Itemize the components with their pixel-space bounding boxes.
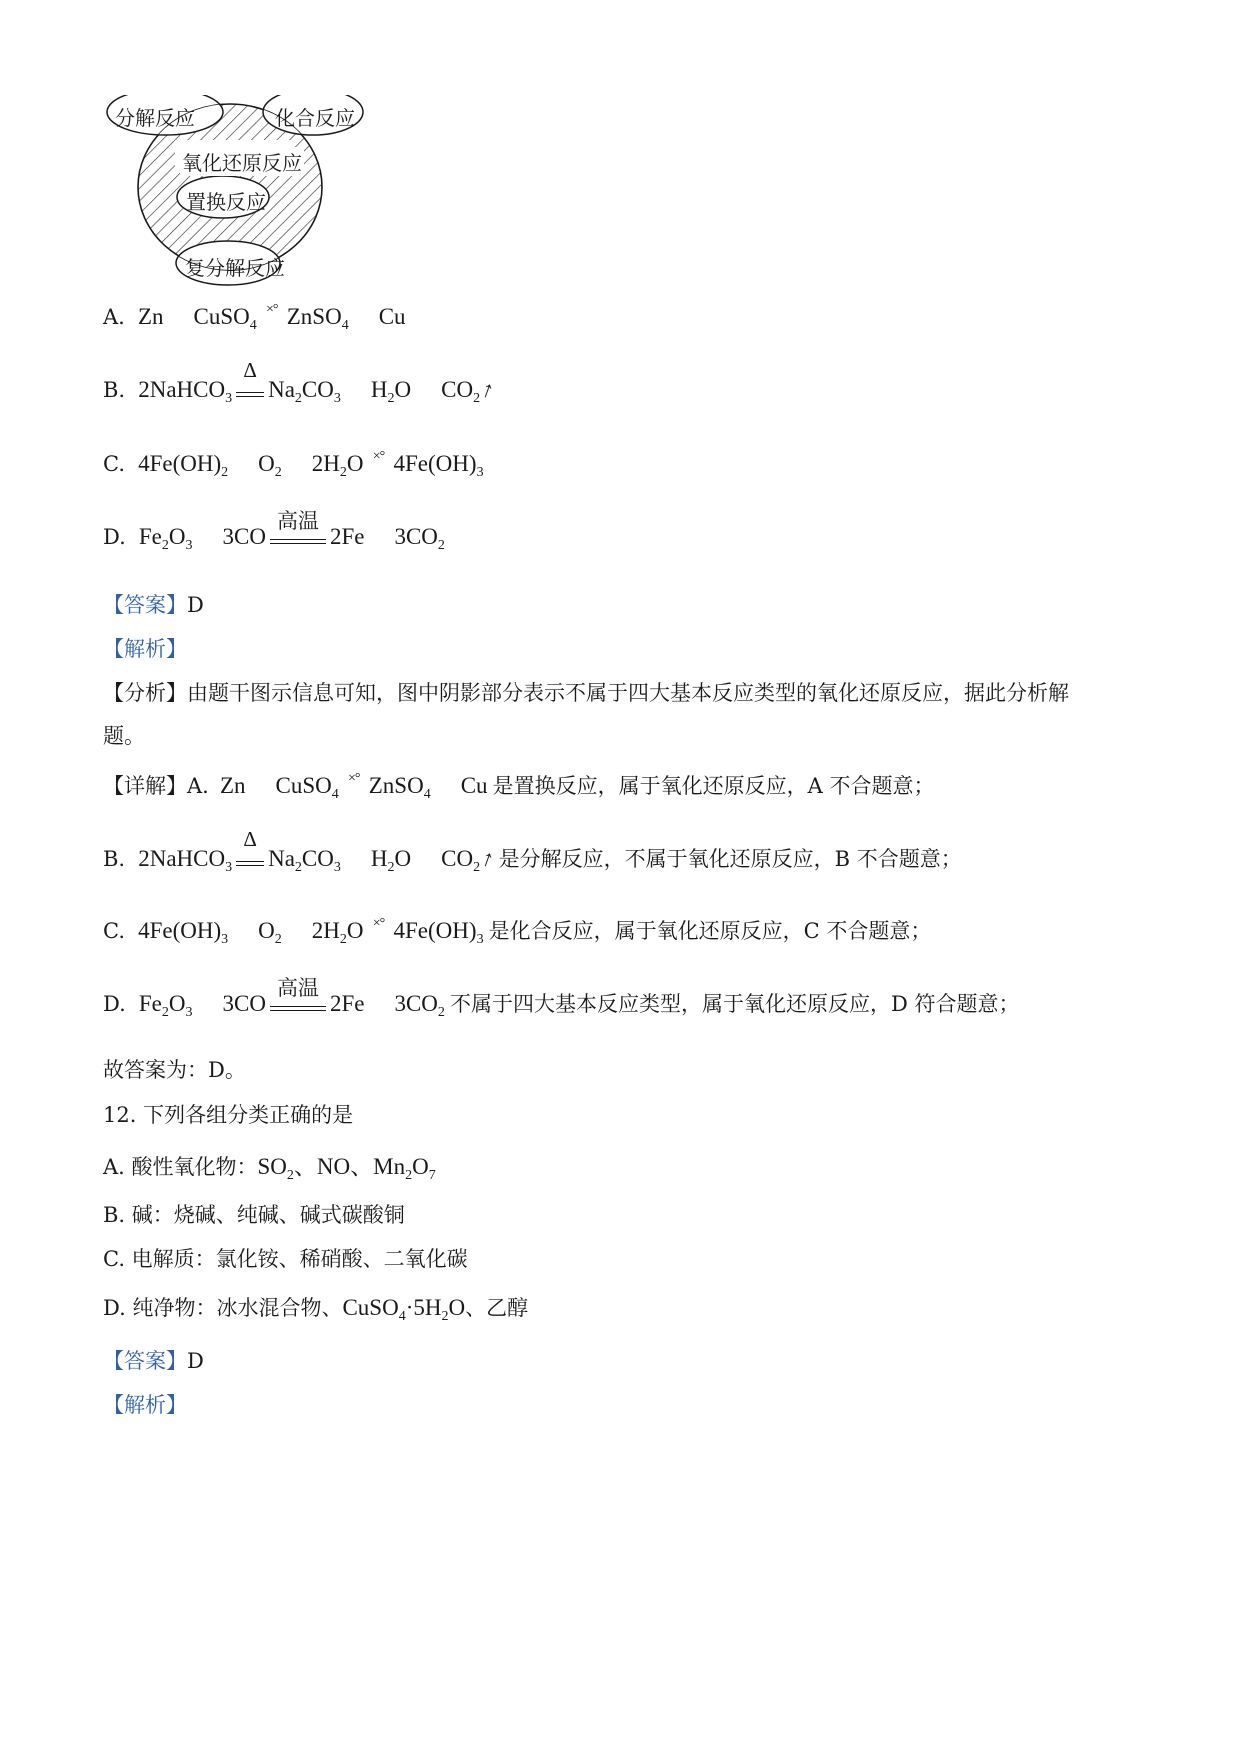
- option-c: C. $4Fe(OH)_2$ $O_2$ $2H_2O$ ×° $4Fe(OH)_3$: [103, 449, 484, 480]
- answer-value: D: [187, 593, 204, 617]
- answer-label: 【答案】: [103, 593, 187, 617]
- q12-option-d: D. 纯净物：冰水混合物、$CuSO_4\cdot 5H_2O$、乙醇: [103, 1295, 529, 1324]
- label-displacement: 置换反应: [186, 192, 266, 214]
- detail-a: 【详解】A. Zn CuSO$_4$×° ZnSO$_4$ Cu 是置换反应，属于氧化还原反应，A 不合题意；: [103, 771, 935, 802]
- label-double-decomposition: 复分解反应: [185, 258, 285, 280]
- option-a: A. Zn CuSO$_4$×° ZnSO$_4$ Cu: [103, 302, 406, 333]
- option-d: D. $Fe_2O_3$ 3CO 高温 2Fe $3CO_2$: [103, 509, 445, 553]
- label-redox: 氧化还原反应: [180, 147, 304, 176]
- q12-stem: 12. 下列各组分类正确的是: [103, 1103, 354, 1127]
- label-combination: 化合反应: [275, 108, 355, 130]
- answer-line: [103, 589, 204, 619]
- q12-option-c: C. 电解质：氯化铵、稀硝酸、二氧化碳: [103, 1247, 468, 1271]
- q12-analysis-label: 【解析】: [103, 1393, 187, 1417]
- q12-option-b: B. 碱：烧碱、纯碱、碱式碳酸铜: [103, 1203, 405, 1227]
- detail-d: D. $Fe_2O_3$ 3CO 高温 2Fe $3CO_2$ 不属于四大基本反应类型，属于氧化还原反应，D 符合题意；: [103, 976, 1020, 1020]
- fenxi-line-2: 题。: [103, 724, 145, 748]
- q12-option-a: A. 酸性氧化物：$SO_2$、NO、$Mn_2O_7$: [103, 1154, 436, 1183]
- label-decomposition: 分解反应: [115, 108, 195, 130]
- detail-b: B. 2NaHCO$_3$ Δ $Na_2CO_3$ $H_2O$ $CO_2↑$ 是分解反应，不属于氧化还原反应，B 不合题意；: [103, 827, 962, 875]
- detail-c: C. $4Fe(OH)_3$ $O_2$ $2H_2O$ ×° $4Fe(OH)_3$ 是化合反应，属于氧化还原反应，C 不合题意；: [103, 916, 932, 947]
- fenxi-line-1: 【分析】由题干图示信息可知，图中阴影部分表示不属于四大基本反应类型的氧化还原反应，据此分析解: [103, 681, 1069, 705]
- analysis-label: 【解析】: [103, 637, 187, 661]
- option-b: B. 2NaHCO$_3$ Δ $Na_2CO_3$ $H_2O$ $CO_2↑$: [103, 358, 498, 406]
- q12-answer-line: 【答案】D: [103, 1349, 204, 1373]
- option-letter: A.: [103, 305, 125, 329]
- conclusion: 故答案为：D。: [103, 1058, 246, 1082]
